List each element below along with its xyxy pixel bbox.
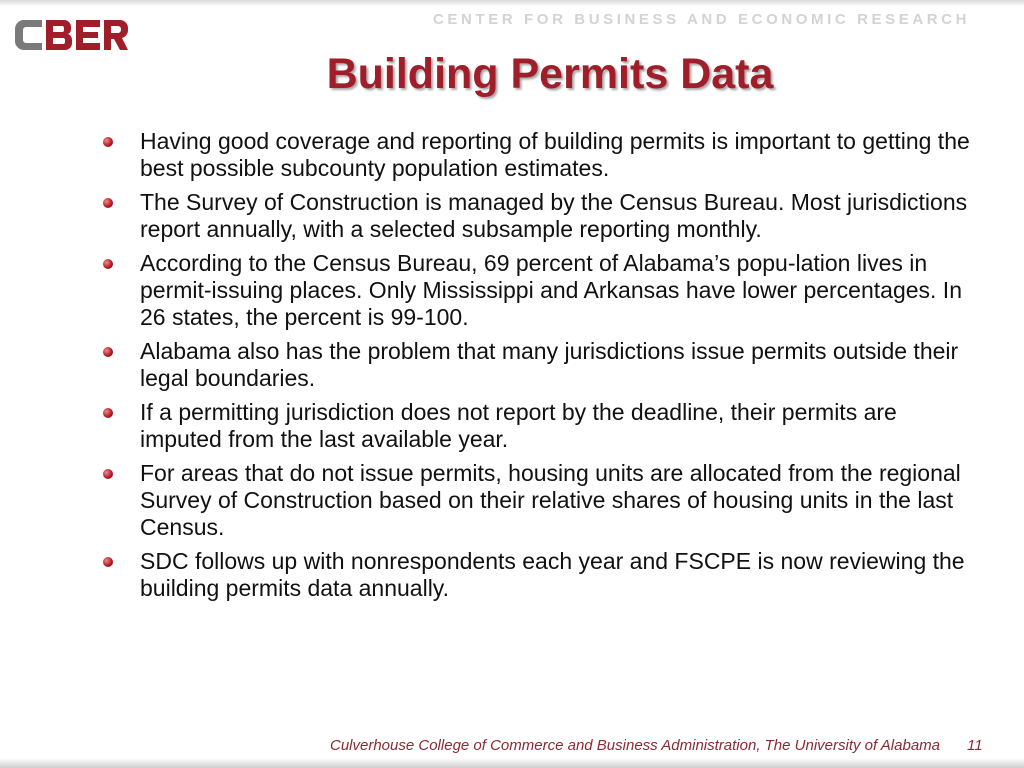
bullet-item — [100, 338, 980, 392]
bullet-list — [100, 128, 980, 609]
bullet-icon — [103, 557, 113, 567]
bullet-item — [100, 128, 980, 182]
bullet-icon — [103, 469, 113, 479]
bullet-item — [100, 250, 980, 331]
page-number: 11 — [967, 737, 983, 754]
footer-text: Culverhouse College of Commerce and Business Administration, The University of Alabama — [330, 737, 940, 754]
top-band — [0, 0, 1024, 6]
bullet-icon — [103, 259, 113, 269]
bullet-item — [100, 399, 980, 453]
slide-title: Building Permits Data — [326, 50, 774, 98]
footer-bar — [0, 758, 1024, 768]
bullet-icon — [103, 198, 113, 208]
bullet-icon — [103, 408, 113, 418]
bullet-text: Alabama also has the problem that many jurisdictions issue permits outside their legal boundaries. — [140, 338, 959, 391]
bullet-text: If a permitting jurisdiction does not report by the deadline, their permits are imputed from the last available year. — [140, 399, 897, 452]
bullet-text: The Survey of Construction is managed by the Census Bureau. Most jurisdictions report annually, with a selected subsample reporting monthly. — [140, 189, 968, 242]
bullet-text: According to the Census Bureau, 69 percent of Alabama’s popu-lation lives in permit-issuing places. Only Mississippi and Arkansas have lower percentages. In 26 states, the percent is 99-100. — [140, 250, 962, 330]
bullet-item — [100, 189, 980, 243]
bullet-icon — [103, 137, 113, 147]
bullet-text: For areas that do not issue permits, housing units are allocated from the regional Survey of Construction based on their relative shares of housing units in the last Census. — [140, 460, 961, 540]
bullet-item — [100, 460, 980, 541]
bullet-item — [100, 548, 980, 602]
org-name: CENTER FOR BUSINESS AND ECONOMIC RESEARCH — [433, 11, 971, 28]
bullet-text: Having good coverage and reporting of building permits is important to getting the best possible subcounty population estimates. — [140, 128, 970, 181]
bullet-icon — [103, 347, 113, 357]
bullet-text: SDC follows up with nonrespondents each year and FSCPE is now reviewing the building permits data annually. — [140, 548, 965, 601]
